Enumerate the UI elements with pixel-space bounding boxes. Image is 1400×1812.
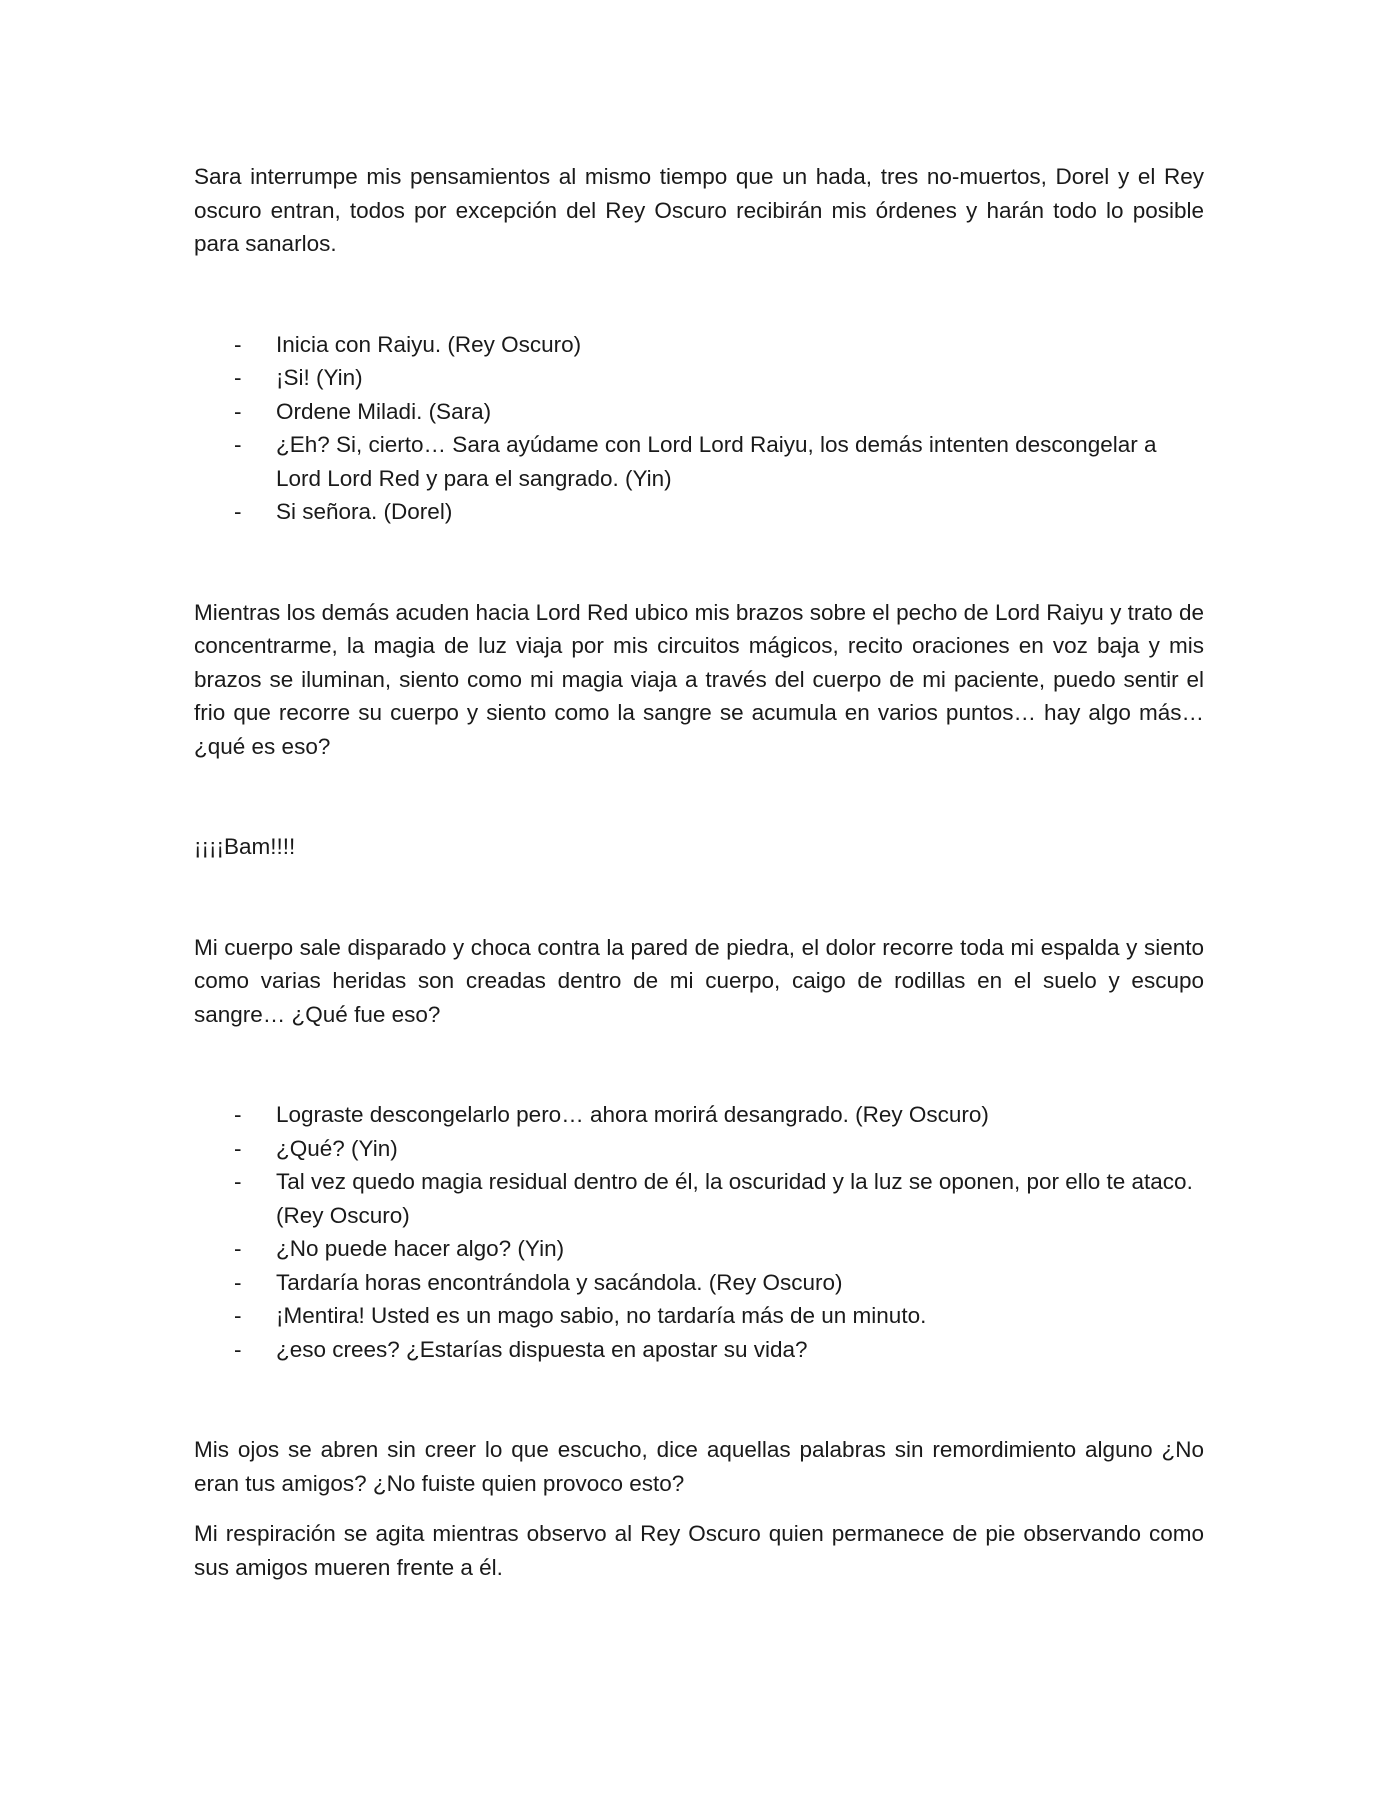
dialogue-text: Tal vez quedo magia residual dentro de él, la oscuridad y la luz se oponen, por ello te ataco. (Rey Oscuro) (276, 1169, 1193, 1228)
dash-marker: - (234, 432, 242, 457)
paragraph-impact: Mi cuerpo sale disparado y choca contra la pared de piedra, el dolor recorre toda mi espalda y siento como varias heridas son creadas dentro de mi cuerpo, caigo de rodillas en el suelo y escupo sangre… ¿Qué fue eso? (194, 934, 1204, 1027)
dialogue-text: ¡Mentira! Usted es un mago sabio, no tardaría más de un minuto. (276, 1303, 927, 1328)
dash-marker: - (234, 1236, 242, 1261)
dialogue-line (194, 1098, 1204, 1132)
dialogue-text: ¿Eh? Si, cierto… Sara ayúdame con Lord Lord Raiyu, los demás intenten descongelar a Lord Lord Red y para el sangrado. (Yin) (276, 432, 1157, 491)
dialogue-text: Tardaría horas encontrándola y sacándola. (Rey Oscuro) (276, 1269, 843, 1295)
dash-marker: - (234, 365, 242, 390)
dialogue-line (194, 395, 1204, 429)
dash-marker: - (234, 1269, 242, 1295)
dialogue-line (194, 361, 1204, 395)
dialogue-line (194, 1165, 1204, 1232)
paragraph-reaction: Mis ojos se abren sin creer lo que escucho, dice aquellas palabras sin remordimiento alguno ¿No eran tus amigos? ¿No fuiste quien provoco esto? (194, 1437, 1204, 1496)
dialogue-line (194, 1266, 1204, 1300)
dash-marker: - (234, 499, 242, 524)
dialogue-line (194, 1299, 1204, 1333)
dialogue-line (194, 1232, 1204, 1266)
sound-effect: ¡¡¡¡Bam!!!! (194, 834, 296, 859)
dialogue-list-1 (194, 328, 1204, 529)
dialogue-line (194, 328, 1204, 362)
dialogue-text: ¿eso crees? ¿Estarías dispuesta en apostar su vida? (276, 1336, 808, 1362)
dialogue-text: ¡Si! (Yin) (276, 365, 363, 390)
dialogue-text: Si señora. (Dorel) (276, 499, 453, 524)
dialogue-line (194, 1333, 1204, 1367)
dialogue-list-2 (194, 1098, 1204, 1366)
dialogue-line (194, 495, 1204, 529)
dash-marker: - (234, 1135, 242, 1161)
dash-marker: - (234, 331, 242, 357)
dialogue-line (194, 1132, 1204, 1166)
paragraph-healing: Mientras los demás acuden hacia Lord Red ubico mis brazos sobre el pecho de Lord Raiyu y trato de concentrarme, la magia de luz viaja por mis circuitos mágicos, recito oraciones en voz baja y mis brazos se iluminan, siento como mi magia viaja a través del cuerpo de mi paciente, puedo sentir el frio que recorre su cuerpo y siento como la sangre se acumula en varios puntos… hay algo más… ¿qué es eso? (194, 599, 1204, 759)
dialogue-text: ¿No puede hacer algo? (Yin) (276, 1236, 565, 1261)
dash-marker: - (234, 1303, 242, 1328)
dash-marker: - (234, 398, 242, 424)
dash-marker: - (234, 1169, 242, 1194)
paragraph-intro: Sara interrumpe mis pensamientos al mismo tiempo que un hada, tres no-muertos, Dorel y el Rey oscuro entran, todos por excepción del Rey Oscuro recibirán mis órdenes y harán todo lo posible para sanarlos. (194, 164, 1204, 256)
dialogue-text: Lograste descongelarlo pero… ahora morirá desangrado. (Rey Oscuro) (276, 1102, 989, 1127)
document-page (194, 160, 1204, 1584)
paragraph-closing: Mi respiración se agita mientras observo al Rey Oscuro quien permanece de pie observando como sus amigos mueren frente a él. (194, 1521, 1204, 1580)
dash-marker: - (234, 1336, 242, 1362)
dialogue-text: ¿Qué? (Yin) (276, 1135, 398, 1161)
dialogue-text: Ordene Miladi. (Sara) (276, 398, 492, 424)
dialogue-text: Inicia con Raiyu. (Rey Oscuro) (276, 331, 582, 357)
dialogue-line (194, 428, 1204, 495)
dash-marker: - (234, 1102, 242, 1127)
